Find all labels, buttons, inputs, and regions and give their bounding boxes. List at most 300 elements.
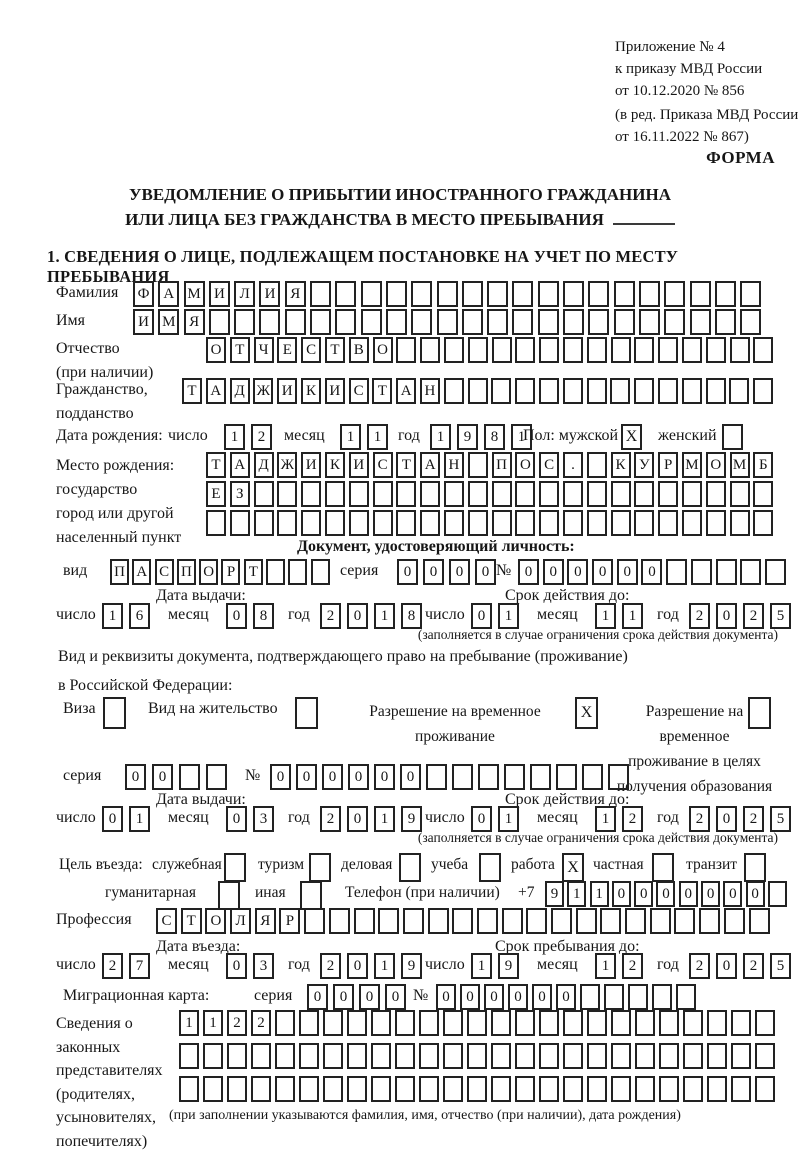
char-cell[interactable]: 0 — [333, 984, 354, 1010]
char-cell[interactable]: О — [373, 337, 393, 363]
char-cell[interactable] — [659, 1043, 679, 1069]
char-cell[interactable] — [634, 510, 654, 536]
purpose-work-checkbox[interactable]: X — [562, 853, 584, 882]
char-cell[interactable] — [683, 1010, 703, 1036]
char-cell[interactable] — [768, 881, 787, 907]
char-cell[interactable]: 1 — [471, 953, 492, 979]
char-cell[interactable]: 2 — [251, 1010, 271, 1036]
char-cell[interactable]: 0 — [592, 559, 613, 585]
char-cell[interactable] — [325, 481, 345, 507]
char-cell[interactable]: 1 — [374, 953, 395, 979]
char-cell[interactable]: Т — [325, 337, 345, 363]
char-cell[interactable] — [251, 1043, 271, 1069]
char-cell[interactable]: 1 — [340, 424, 361, 450]
purpose-transit-checkbox[interactable] — [744, 853, 766, 882]
char-cell[interactable] — [361, 309, 382, 335]
char-cell[interactable] — [614, 281, 635, 307]
char-cell[interactable]: М — [682, 452, 702, 478]
char-cell[interactable] — [563, 1010, 583, 1036]
char-cell[interactable] — [230, 510, 250, 536]
char-cell[interactable]: 2 — [743, 806, 764, 832]
char-cell[interactable] — [526, 908, 547, 934]
char-cell[interactable] — [512, 309, 533, 335]
char-cell[interactable] — [444, 510, 464, 536]
char-cell[interactable] — [277, 510, 297, 536]
char-cell[interactable] — [755, 1010, 775, 1036]
char-cell[interactable] — [487, 281, 508, 307]
char-cell[interactable]: 6 — [129, 603, 150, 629]
char-cell[interactable] — [576, 908, 597, 934]
char-cell[interactable] — [659, 1076, 679, 1102]
char-cell[interactable]: 1 — [374, 806, 395, 832]
purpose-tourism-checkbox[interactable] — [309, 853, 331, 882]
char-cell[interactable] — [716, 559, 737, 585]
char-cell[interactable]: Р — [221, 559, 240, 585]
char-cell[interactable]: 1 — [567, 881, 586, 907]
char-cell[interactable] — [443, 1010, 463, 1036]
char-cell[interactable] — [373, 510, 393, 536]
char-cell[interactable] — [539, 481, 559, 507]
char-cell[interactable]: 0 — [475, 559, 496, 585]
char-cell[interactable]: 0 — [471, 806, 492, 832]
char-cell[interactable]: З — [230, 481, 250, 507]
char-cell[interactable]: Е — [206, 481, 226, 507]
char-cell[interactable] — [634, 378, 654, 404]
temp-permit-edu-checkbox[interactable] — [748, 697, 771, 729]
char-cell[interactable]: 1 — [430, 424, 451, 450]
char-cell[interactable] — [682, 510, 702, 536]
char-cell[interactable] — [515, 1076, 535, 1102]
char-cell[interactable]: 0 — [226, 603, 247, 629]
char-cell[interactable] — [538, 281, 559, 307]
char-cell[interactable] — [347, 1043, 367, 1069]
char-cell[interactable]: 0 — [543, 559, 564, 585]
char-cell[interactable]: 0 — [347, 806, 368, 832]
char-cell[interactable] — [715, 309, 736, 335]
char-cell[interactable]: 0 — [656, 881, 675, 907]
char-cell[interactable]: 1 — [224, 424, 245, 450]
char-cell[interactable]: 1 — [179, 1010, 199, 1036]
char-cell[interactable] — [347, 1010, 367, 1036]
char-cell[interactable] — [275, 1076, 295, 1102]
char-cell[interactable] — [563, 337, 583, 363]
char-cell[interactable] — [468, 481, 488, 507]
char-cell[interactable] — [323, 1043, 343, 1069]
char-cell[interactable]: 0 — [374, 764, 395, 790]
char-cell[interactable] — [444, 481, 464, 507]
char-cell[interactable]: А — [420, 452, 440, 478]
char-cell[interactable] — [664, 309, 685, 335]
char-cell[interactable] — [604, 984, 624, 1010]
char-cell[interactable] — [715, 281, 736, 307]
char-cell[interactable] — [539, 1043, 559, 1069]
char-cell[interactable] — [587, 510, 607, 536]
char-cell[interactable]: М — [730, 452, 750, 478]
char-cell[interactable] — [266, 559, 285, 585]
char-cell[interactable] — [588, 281, 609, 307]
char-cell[interactable]: Я — [255, 908, 276, 934]
char-cell[interactable] — [563, 1076, 583, 1102]
char-cell[interactable] — [443, 1076, 463, 1102]
char-cell[interactable] — [491, 378, 511, 404]
char-cell[interactable]: 0 — [385, 984, 406, 1010]
char-cell[interactable]: О — [206, 337, 226, 363]
char-cell[interactable] — [753, 378, 773, 404]
char-cell[interactable]: 2 — [102, 953, 123, 979]
char-cell[interactable] — [729, 378, 749, 404]
char-cell[interactable] — [419, 1010, 439, 1036]
char-cell[interactable] — [323, 1076, 343, 1102]
char-cell[interactable] — [515, 510, 535, 536]
char-cell[interactable]: 2 — [227, 1010, 247, 1036]
male-checkbox[interactable]: X — [621, 424, 642, 450]
char-cell[interactable]: Л — [230, 908, 251, 934]
char-cell[interactable]: 2 — [689, 806, 710, 832]
char-cell[interactable] — [311, 559, 330, 585]
char-cell[interactable] — [614, 309, 635, 335]
char-cell[interactable] — [396, 481, 416, 507]
char-cell[interactable] — [426, 764, 447, 790]
char-cell[interactable]: 0 — [296, 764, 317, 790]
char-cell[interactable] — [277, 481, 297, 507]
char-cell[interactable]: Т — [372, 378, 392, 404]
char-cell[interactable]: 0 — [532, 984, 552, 1010]
char-cell[interactable] — [487, 309, 508, 335]
char-cell[interactable] — [254, 510, 274, 536]
char-cell[interactable] — [395, 1010, 415, 1036]
char-cell[interactable]: Т — [182, 378, 202, 404]
temp-permit-checkbox[interactable]: X — [575, 697, 598, 729]
char-cell[interactable]: О — [515, 452, 535, 478]
char-cell[interactable] — [749, 908, 770, 934]
char-cell[interactable] — [444, 378, 464, 404]
char-cell[interactable] — [378, 908, 399, 934]
char-cell[interactable] — [699, 908, 720, 934]
char-cell[interactable] — [515, 1043, 535, 1069]
char-cell[interactable]: 0 — [359, 984, 380, 1010]
char-cell[interactable] — [691, 559, 712, 585]
char-cell[interactable]: И — [209, 281, 230, 307]
char-cell[interactable] — [625, 908, 646, 934]
char-cell[interactable]: Т — [181, 908, 202, 934]
char-cell[interactable]: О — [205, 908, 226, 934]
char-cell[interactable] — [386, 309, 407, 335]
char-cell[interactable]: 0 — [460, 984, 480, 1010]
char-cell[interactable] — [664, 281, 685, 307]
char-cell[interactable] — [587, 1010, 607, 1036]
char-cell[interactable] — [462, 281, 483, 307]
char-cell[interactable] — [587, 481, 607, 507]
char-cell[interactable] — [706, 481, 726, 507]
char-cell[interactable] — [587, 378, 607, 404]
char-cell[interactable] — [420, 481, 440, 507]
char-cell[interactable]: 9 — [545, 881, 564, 907]
char-cell[interactable] — [538, 309, 559, 335]
char-cell[interactable] — [563, 1043, 583, 1069]
char-cell[interactable] — [419, 1076, 439, 1102]
char-cell[interactable]: 0 — [347, 603, 368, 629]
char-cell[interactable] — [468, 510, 488, 536]
char-cell[interactable]: Т — [230, 337, 250, 363]
char-cell[interactable] — [234, 309, 255, 335]
char-cell[interactable] — [658, 481, 678, 507]
char-cell[interactable] — [335, 309, 356, 335]
char-cell[interactable] — [707, 1076, 727, 1102]
char-cell[interactable]: Я — [285, 281, 306, 307]
char-cell[interactable]: 2 — [320, 806, 341, 832]
char-cell[interactable] — [634, 481, 654, 507]
char-cell[interactable]: 5 — [770, 806, 791, 832]
char-cell[interactable] — [724, 908, 745, 934]
char-cell[interactable]: Н — [444, 452, 464, 478]
char-cell[interactable] — [437, 309, 458, 335]
char-cell[interactable] — [515, 378, 535, 404]
char-cell[interactable] — [467, 1043, 487, 1069]
char-cell[interactable]: 8 — [401, 603, 422, 629]
char-cell[interactable] — [354, 908, 375, 934]
char-cell[interactable]: 1 — [595, 603, 616, 629]
char-cell[interactable] — [683, 1076, 703, 1102]
char-cell[interactable] — [209, 309, 230, 335]
char-cell[interactable] — [563, 510, 583, 536]
char-cell[interactable] — [467, 1010, 487, 1036]
char-cell[interactable] — [299, 1076, 319, 1102]
char-cell[interactable] — [371, 1076, 391, 1102]
char-cell[interactable] — [563, 378, 583, 404]
char-cell[interactable] — [682, 337, 702, 363]
char-cell[interactable]: 0 — [436, 984, 456, 1010]
char-cell[interactable]: 3 — [253, 806, 274, 832]
char-cell[interactable] — [468, 337, 488, 363]
char-cell[interactable]: 0 — [322, 764, 343, 790]
char-cell[interactable]: 0 — [679, 881, 698, 907]
char-cell[interactable] — [611, 1076, 631, 1102]
char-cell[interactable] — [468, 452, 488, 478]
char-cell[interactable] — [639, 309, 660, 335]
char-cell[interactable]: 0 — [125, 764, 146, 790]
char-cell[interactable]: И — [325, 378, 345, 404]
char-cell[interactable] — [530, 764, 551, 790]
char-cell[interactable] — [203, 1076, 223, 1102]
char-cell[interactable]: К — [611, 452, 631, 478]
char-cell[interactable] — [395, 1076, 415, 1102]
char-cell[interactable] — [563, 481, 583, 507]
char-cell[interactable] — [730, 510, 750, 536]
char-cell[interactable]: 0 — [226, 806, 247, 832]
char-cell[interactable]: 0 — [716, 603, 737, 629]
char-cell[interactable] — [310, 309, 331, 335]
char-cell[interactable]: 0 — [716, 953, 737, 979]
char-cell[interactable] — [587, 452, 607, 478]
char-cell[interactable] — [588, 309, 609, 335]
char-cell[interactable]: 5 — [770, 603, 791, 629]
char-cell[interactable] — [428, 908, 449, 934]
char-cell[interactable]: 7 — [129, 953, 150, 979]
char-cell[interactable]: С — [155, 559, 174, 585]
char-cell[interactable]: А — [396, 378, 416, 404]
char-cell[interactable] — [325, 510, 345, 536]
purpose-business-checkbox[interactable] — [224, 853, 246, 882]
char-cell[interactable]: Д — [254, 452, 274, 478]
char-cell[interactable] — [452, 908, 473, 934]
char-cell[interactable] — [611, 481, 631, 507]
char-cell[interactable]: 0 — [152, 764, 173, 790]
char-cell[interactable] — [707, 1010, 727, 1036]
char-cell[interactable] — [740, 309, 761, 335]
char-cell[interactable]: 2 — [251, 424, 272, 450]
char-cell[interactable] — [658, 378, 678, 404]
char-cell[interactable] — [635, 1010, 655, 1036]
char-cell[interactable] — [259, 309, 280, 335]
char-cell[interactable] — [419, 1043, 439, 1069]
char-cell[interactable] — [371, 1043, 391, 1069]
char-cell[interactable]: 2 — [622, 806, 643, 832]
char-cell[interactable]: Е — [277, 337, 297, 363]
char-cell[interactable] — [580, 984, 600, 1010]
char-cell[interactable] — [658, 510, 678, 536]
char-cell[interactable]: 0 — [348, 764, 369, 790]
char-cell[interactable] — [396, 510, 416, 536]
char-cell[interactable] — [707, 1043, 727, 1069]
char-cell[interactable]: И — [259, 281, 280, 307]
char-cell[interactable] — [251, 1076, 271, 1102]
char-cell[interactable] — [299, 1010, 319, 1036]
char-cell[interactable]: М — [184, 281, 205, 307]
char-cell[interactable] — [600, 908, 621, 934]
char-cell[interactable]: Ж — [277, 452, 297, 478]
char-cell[interactable]: 0 — [449, 559, 470, 585]
char-cell[interactable]: 1 — [595, 806, 616, 832]
char-cell[interactable] — [666, 559, 687, 585]
char-cell[interactable]: 0 — [471, 603, 492, 629]
char-cell[interactable] — [755, 1076, 775, 1102]
char-cell[interactable]: Т — [244, 559, 263, 585]
char-cell[interactable]: П — [177, 559, 196, 585]
char-cell[interactable] — [753, 510, 773, 536]
char-cell[interactable]: Ж — [253, 378, 273, 404]
char-cell[interactable]: С — [156, 908, 177, 934]
char-cell[interactable]: 2 — [689, 603, 710, 629]
char-cell[interactable]: 1 — [590, 881, 609, 907]
char-cell[interactable]: В — [349, 337, 369, 363]
char-cell[interactable]: К — [325, 452, 345, 478]
char-cell[interactable] — [753, 337, 773, 363]
char-cell[interactable] — [411, 281, 432, 307]
char-cell[interactable] — [539, 1076, 559, 1102]
char-cell[interactable] — [349, 510, 369, 536]
char-cell[interactable]: 0 — [400, 764, 421, 790]
char-cell[interactable]: 0 — [641, 559, 662, 585]
char-cell[interactable]: 0 — [307, 984, 328, 1010]
char-cell[interactable] — [347, 1076, 367, 1102]
char-cell[interactable]: 0 — [102, 806, 123, 832]
char-cell[interactable] — [452, 764, 473, 790]
char-cell[interactable] — [731, 1043, 751, 1069]
char-cell[interactable]: И — [133, 309, 154, 335]
char-cell[interactable] — [403, 908, 424, 934]
char-cell[interactable]: С — [539, 452, 559, 478]
char-cell[interactable] — [411, 309, 432, 335]
char-cell[interactable] — [611, 337, 631, 363]
char-cell[interactable] — [310, 281, 331, 307]
char-cell[interactable]: Р — [658, 452, 678, 478]
char-cell[interactable]: 1 — [129, 806, 150, 832]
char-cell[interactable] — [285, 309, 306, 335]
char-cell[interactable] — [361, 281, 382, 307]
char-cell[interactable]: Т — [206, 452, 226, 478]
char-cell[interactable] — [203, 1043, 223, 1069]
char-cell[interactable]: 1 — [622, 603, 643, 629]
char-cell[interactable] — [179, 1076, 199, 1102]
char-cell[interactable] — [371, 1010, 391, 1036]
char-cell[interactable] — [515, 337, 535, 363]
char-cell[interactable] — [765, 559, 786, 585]
female-checkbox[interactable] — [722, 424, 743, 450]
char-cell[interactable]: 0 — [397, 559, 418, 585]
visa-checkbox[interactable] — [103, 697, 126, 729]
char-cell[interactable] — [179, 764, 200, 790]
char-cell[interactable] — [206, 764, 227, 790]
char-cell[interactable]: 0 — [556, 984, 576, 1010]
char-cell[interactable] — [753, 481, 773, 507]
char-cell[interactable] — [551, 908, 572, 934]
char-cell[interactable] — [731, 1010, 751, 1036]
char-cell[interactable]: Н — [420, 378, 440, 404]
char-cell[interactable]: 1 — [374, 603, 395, 629]
char-cell[interactable] — [323, 1010, 343, 1036]
char-cell[interactable]: 0 — [723, 881, 742, 907]
char-cell[interactable]: 2 — [622, 953, 643, 979]
char-cell[interactable] — [690, 281, 711, 307]
char-cell[interactable] — [628, 984, 648, 1010]
char-cell[interactable]: 1 — [498, 603, 519, 629]
char-cell[interactable] — [444, 337, 464, 363]
char-cell[interactable] — [582, 764, 603, 790]
char-cell[interactable]: 0 — [508, 984, 528, 1010]
char-cell[interactable] — [611, 510, 631, 536]
char-cell[interactable]: 9 — [457, 424, 478, 450]
char-cell[interactable]: 0 — [226, 953, 247, 979]
char-cell[interactable]: 2 — [743, 603, 764, 629]
char-cell[interactable] — [539, 1010, 559, 1036]
char-cell[interactable] — [515, 481, 535, 507]
purpose-commercial-checkbox[interactable] — [399, 853, 421, 882]
char-cell[interactable]: С — [301, 337, 321, 363]
char-cell[interactable] — [730, 337, 750, 363]
char-cell[interactable]: У — [634, 452, 654, 478]
char-cell[interactable] — [492, 510, 512, 536]
residence-permit-checkbox[interactable] — [295, 697, 318, 729]
char-cell[interactable]: Ч — [254, 337, 274, 363]
char-cell[interactable] — [420, 337, 440, 363]
char-cell[interactable]: С — [349, 378, 369, 404]
char-cell[interactable] — [491, 1076, 511, 1102]
char-cell[interactable] — [587, 1076, 607, 1102]
char-cell[interactable] — [706, 337, 726, 363]
char-cell[interactable]: И — [277, 378, 297, 404]
char-cell[interactable]: 9 — [401, 806, 422, 832]
char-cell[interactable] — [635, 1043, 655, 1069]
char-cell[interactable] — [706, 378, 726, 404]
char-cell[interactable] — [587, 1043, 607, 1069]
char-cell[interactable]: Д — [230, 378, 250, 404]
char-cell[interactable] — [683, 1043, 703, 1069]
char-cell[interactable]: 0 — [484, 984, 504, 1010]
char-cell[interactable] — [674, 908, 695, 934]
char-cell[interactable] — [731, 1076, 751, 1102]
char-cell[interactable] — [288, 559, 307, 585]
char-cell[interactable]: Б — [753, 452, 773, 478]
